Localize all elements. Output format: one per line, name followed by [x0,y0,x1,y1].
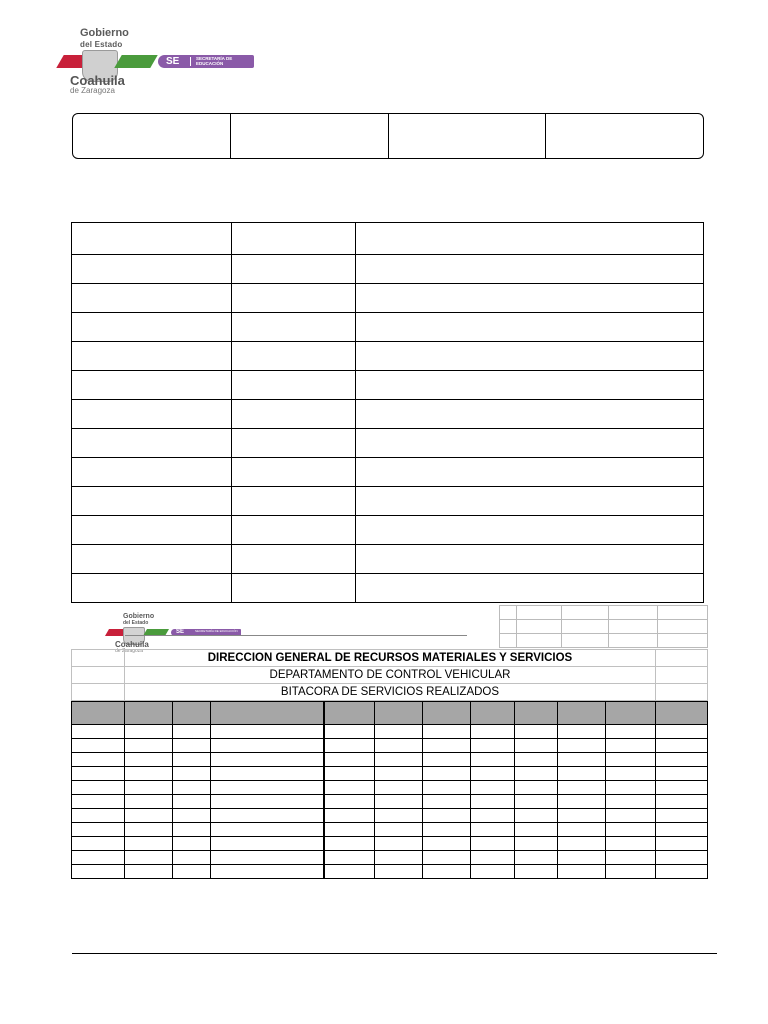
grid-cell[interactable] [210,781,324,795]
coahuila-label: Coahuila [70,73,125,88]
grid-cell[interactable] [374,837,423,851]
title-bitacora: BITACORA DE SERVICIOS REALIZADOS [124,684,655,701]
header-info-box [72,113,704,159]
grid-cell[interactable] [210,753,324,767]
grid-cell[interactable] [656,739,708,753]
grid-cell[interactable] [656,837,708,851]
se-separator [190,57,191,66]
gobierno-label: Gobierno [123,613,155,620]
grid-cell[interactable] [355,458,703,487]
grid-cell[interactable] [231,284,355,313]
grid-cell[interactable] [124,795,172,809]
grid-cell[interactable] [606,781,656,795]
grid-cell[interactable] [124,823,172,837]
grid-cell[interactable] [558,865,606,879]
grid-cell[interactable] [72,851,125,865]
table-row [72,795,708,809]
grid-cell[interactable] [72,487,232,516]
top-right-grid [499,605,708,648]
header-cell [388,114,546,158]
grid-cell[interactable] [231,458,355,487]
grid-cell[interactable] [72,823,125,837]
grid-cell[interactable] [658,634,708,648]
header-cell [656,702,708,725]
grid-cell[interactable] [355,313,703,342]
bitacora-form [71,605,708,885]
title-direccion: DIRECCION GENERAL DE RECURSOS MATERIALES Y SERVICIOS [124,650,655,667]
title-departamento: DEPARTAMENTO DE CONTROL VEHICULAR [124,667,655,684]
grid-cell[interactable] [231,545,355,574]
secretaria-label: SECRETARÍA DE EDUCACIÓN [196,56,233,66]
grid-cell[interactable] [471,739,515,753]
gobierno-text [80,28,129,50]
grid-cell[interactable] [72,223,232,255]
grid-cell[interactable] [324,781,374,795]
grid-cell[interactable] [656,781,708,795]
bitacora-logo [107,613,247,653]
header-cell [73,114,230,158]
grid-cell[interactable] [324,753,374,767]
table-row [72,837,708,851]
header-cell [374,702,423,725]
grid-cell[interactable] [423,725,471,739]
grid-cell[interactable] [355,255,703,284]
grid-cell[interactable] [656,795,708,809]
grid-cell[interactable] [500,620,517,634]
grid-cell[interactable] [516,620,561,634]
grid-cell[interactable] [561,620,609,634]
grid-cell[interactable] [558,837,606,851]
grid-cell[interactable] [72,342,232,371]
grid-cell[interactable] [324,865,374,879]
table-row [72,809,708,823]
grid-cell[interactable] [374,823,423,837]
table-row [72,342,704,371]
grid-cell[interactable] [72,255,232,284]
grid-cell[interactable] [606,739,656,753]
grid-cell[interactable] [609,606,658,620]
grid-cell[interactable] [515,767,558,781]
table-row [72,739,708,753]
logo-divider [125,635,467,636]
grid-cell[interactable] [124,767,172,781]
grid-cell [656,650,708,667]
grid-cell[interactable] [656,809,708,823]
gobierno-label: Gobierno [80,27,129,39]
grid-cell[interactable] [656,851,708,865]
main-grid [71,222,704,603]
grid-cell[interactable] [606,823,656,837]
grid-cell[interactable] [515,753,558,767]
table-row [72,650,708,667]
grid-cell[interactable] [324,823,374,837]
grid-cell[interactable] [558,781,606,795]
grid-cell[interactable] [656,753,708,767]
grid-cell[interactable] [423,809,471,823]
grid-cell[interactable] [558,795,606,809]
grid-cell[interactable] [515,865,558,879]
grid-cell [72,667,125,684]
grid-cell[interactable] [124,809,172,823]
grid-cell [72,684,125,701]
grid-cell[interactable] [72,795,125,809]
grid-cell[interactable] [355,516,703,545]
bitacora-header-row [72,702,708,725]
grid-cell[interactable] [606,725,656,739]
grid-cell[interactable] [515,795,558,809]
grid-cell[interactable] [172,837,210,851]
grid-cell[interactable] [72,753,125,767]
grid-cell[interactable] [516,606,561,620]
footer-line [72,953,717,954]
grid-cell[interactable] [561,606,609,620]
grid-cell[interactable] [210,767,324,781]
grid-cell[interactable] [558,851,606,865]
table-row [72,574,704,603]
grid-cell[interactable] [658,620,708,634]
table-row [72,458,704,487]
grid-cell[interactable] [231,400,355,429]
grid-cell[interactable] [355,487,703,516]
grid-cell[interactable] [374,809,423,823]
grid-cell[interactable] [72,516,232,545]
grid-cell[interactable] [172,851,210,865]
grid-cell[interactable] [210,809,324,823]
grid-cell[interactable] [355,429,703,458]
grid-cell[interactable] [172,781,210,795]
grid-cell [656,684,708,701]
table-row [72,255,704,284]
grid-cell[interactable] [471,837,515,851]
table-row [72,851,708,865]
grid-cell[interactable] [374,795,423,809]
grid-cell[interactable] [516,634,561,648]
table-row [72,429,704,458]
grid-cell[interactable] [374,865,423,879]
coahuila-label: Coahuila [115,640,149,649]
grid-cell[interactable] [172,739,210,753]
grid-cell[interactable] [374,739,423,753]
table-row [72,223,704,255]
grid-cell[interactable] [561,634,609,648]
grid-cell[interactable] [124,781,172,795]
grid-cell[interactable] [515,739,558,753]
grid-cell[interactable] [231,223,355,255]
table-row [72,284,704,313]
bitacora-titles [71,649,708,701]
grid-cell[interactable] [656,865,708,879]
grid-cell[interactable] [606,795,656,809]
gobierno-text [123,613,154,626]
grid-cell[interactable] [423,837,471,851]
grid-cell[interactable] [606,865,656,879]
grid-cell[interactable] [515,851,558,865]
grid-cell[interactable] [423,753,471,767]
header-cell [606,702,656,725]
se-badge [158,55,254,68]
table-row [72,767,708,781]
grid-cell[interactable] [471,809,515,823]
grid-cell[interactable] [231,574,355,603]
se-label: SE [176,629,185,635]
grid-cell [656,667,708,684]
table-row [72,865,708,879]
header-cell [324,702,374,725]
grid-cell[interactable] [558,823,606,837]
grid-cell[interactable] [72,429,232,458]
grid-cell[interactable] [210,823,324,837]
header-cell [471,702,515,725]
grid-cell[interactable] [124,725,172,739]
grid-cell[interactable] [656,767,708,781]
header-cell [515,702,558,725]
grid-cell[interactable] [374,753,423,767]
header-cell [124,702,172,725]
grid-cell [72,650,125,667]
table-row [72,516,704,545]
secretaria-label: SECRETARÍA DE EDUCACIÓN [195,629,238,633]
table-row [500,634,708,648]
table-row [500,620,708,634]
header-cell [423,702,471,725]
grid-cell[interactable] [324,809,374,823]
grid-cell[interactable] [124,739,172,753]
grid-cell[interactable] [558,753,606,767]
grid-cell[interactable] [656,823,708,837]
grid-cell[interactable] [658,606,708,620]
grid-cell[interactable] [471,767,515,781]
grid-cell[interactable] [172,809,210,823]
grid-cell[interactable] [355,223,703,255]
grid-cell[interactable] [324,725,374,739]
zaragoza-label: de Zaragoza [70,86,115,95]
grid-cell[interactable] [172,753,210,767]
grid-cell[interactable] [515,837,558,851]
grid-cell[interactable] [423,851,471,865]
table-row [72,313,704,342]
grid-cell[interactable] [172,865,210,879]
table-row [72,684,708,701]
grid-cell[interactable] [72,837,125,851]
table-row [72,400,704,429]
grid-cell[interactable] [72,574,232,603]
grid-cell[interactable] [515,823,558,837]
grid-cell[interactable] [606,837,656,851]
grid-cell[interactable] [324,767,374,781]
del-estado-label: del Estado [80,40,123,49]
grid-cell[interactable] [72,865,125,879]
header-cell [210,702,324,725]
header-cell [172,702,210,725]
grid-cell[interactable] [355,342,703,371]
table-row [72,667,708,684]
grid-cell[interactable] [210,725,324,739]
grid-cell[interactable] [231,371,355,400]
grid-cell[interactable] [72,767,125,781]
grid-cell[interactable] [355,284,703,313]
grid-cell[interactable] [231,429,355,458]
grid-cell[interactable] [656,725,708,739]
header-cell [558,702,606,725]
grid-cell[interactable] [558,725,606,739]
header-cell [230,114,388,158]
table-row [72,725,708,739]
grid-cell[interactable] [374,767,423,781]
grid-cell[interactable] [423,823,471,837]
grid-cell[interactable] [210,865,324,879]
grid-cell[interactable] [124,753,172,767]
coahuila-logo [58,28,258,96]
grid-cell[interactable] [72,458,232,487]
grid-cell[interactable] [210,851,324,865]
grid-cell[interactable] [324,837,374,851]
table-row [72,371,704,400]
grid-cell[interactable] [558,739,606,753]
grid-cell[interactable] [374,725,423,739]
grid-cell[interactable] [374,781,423,795]
del-estado-label: del Estado [123,620,149,626]
grid-cell[interactable] [515,781,558,795]
grid-cell[interactable] [471,823,515,837]
header-cell [545,114,703,158]
grid-cell[interactable] [124,837,172,851]
grid-cell[interactable] [500,606,517,620]
zaragoza-label: de Zaragoza [115,648,144,654]
grid-cell[interactable] [324,851,374,865]
table-row [72,487,704,516]
grid-cell[interactable] [231,516,355,545]
grid-cell[interactable] [606,753,656,767]
grid-cell[interactable] [558,809,606,823]
grid-cell[interactable] [124,851,172,865]
grid-cell[interactable] [210,795,324,809]
grid-cell[interactable] [324,795,374,809]
grid-cell[interactable] [374,851,423,865]
table-row [72,753,708,767]
grid-cell[interactable] [72,284,232,313]
grid-cell[interactable] [606,809,656,823]
grid-cell[interactable] [355,574,703,603]
table-row [500,606,708,620]
grid-cell[interactable] [124,865,172,879]
grid-cell[interactable] [172,795,210,809]
grid-cell[interactable] [515,725,558,739]
table-row [72,823,708,837]
grid-cell[interactable] [172,767,210,781]
grid-cell[interactable] [606,851,656,865]
grid-cell[interactable] [72,725,125,739]
grid-cell[interactable] [231,255,355,284]
grid-cell[interactable] [471,781,515,795]
grid-cell[interactable] [609,634,658,648]
grid-cell[interactable] [72,781,125,795]
se-label: SE [166,56,180,67]
grid-cell[interactable] [72,313,232,342]
grid-cell[interactable] [423,795,471,809]
grid-cell[interactable] [423,739,471,753]
grid-cell[interactable] [72,545,232,574]
grid-cell[interactable] [210,837,324,851]
grid-cell[interactable] [72,371,232,400]
grid-cell[interactable] [324,739,374,753]
grid-cell[interactable] [172,725,210,739]
grid-cell[interactable] [471,851,515,865]
grid-cell[interactable] [355,400,703,429]
grid-cell[interactable] [471,725,515,739]
grid-cell[interactable] [231,342,355,371]
grid-cell[interactable] [172,823,210,837]
bitacora-table [71,701,708,879]
table-row [72,545,704,574]
grid-cell[interactable] [609,620,658,634]
grid-cell[interactable] [72,739,125,753]
grid-cell[interactable] [231,487,355,516]
green-strip [114,55,158,68]
grid-cell[interactable] [423,767,471,781]
grid-cell[interactable] [423,781,471,795]
header-cell [72,702,125,725]
grid-cell[interactable] [355,545,703,574]
grid-cell[interactable] [558,767,606,781]
grid-cell[interactable] [471,753,515,767]
grid-cell[interactable] [500,634,517,648]
grid-cell[interactable] [515,809,558,823]
grid-cell[interactable] [606,767,656,781]
grid-cell[interactable] [471,865,515,879]
grid-cell[interactable] [423,865,471,879]
grid-cell[interactable] [231,313,355,342]
grid-cell[interactable] [355,371,703,400]
grid-cell[interactable] [72,400,232,429]
table-row [72,781,708,795]
grid-cell[interactable] [471,795,515,809]
grid-cell[interactable] [72,809,125,823]
grid-cell[interactable] [210,739,324,753]
